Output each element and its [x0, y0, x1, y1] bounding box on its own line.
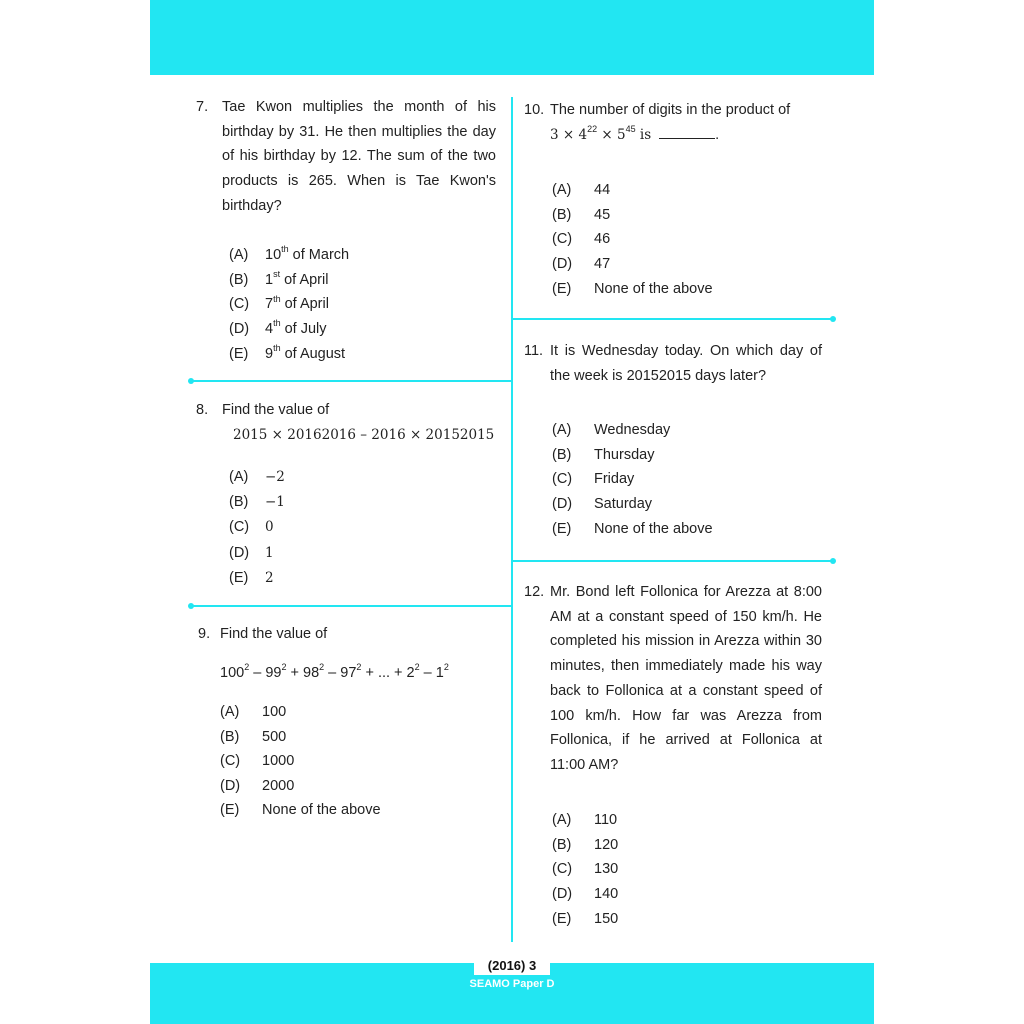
divider-dot [830, 316, 836, 322]
question-stem: It is Wednesday today. On which day of the week is 20152015 days later? [550, 343, 822, 384]
option-label: (A) [552, 422, 572, 438]
option-text: 140 [594, 886, 619, 903]
ordinal-suffix: th [273, 318, 281, 329]
question-11 [524, 339, 822, 388]
exponent: 2 [281, 662, 287, 673]
option-text: None of the above [594, 520, 713, 537]
option-label: (B) [552, 206, 572, 223]
option-label: (B) [229, 271, 249, 288]
option-text: 100 [262, 704, 287, 720]
option-text: 47 [594, 256, 611, 273]
option-label: (A) [552, 182, 572, 198]
exponent: 2 [356, 662, 362, 673]
exponent: 2 [244, 662, 250, 673]
divider-dot [830, 558, 836, 564]
option-text: 4th of July [265, 318, 327, 338]
expression-term: 3 × 4 [550, 127, 588, 143]
question-8 [196, 398, 496, 423]
question-stem: Find the value of [220, 626, 328, 642]
divider-q11-q12 [512, 560, 833, 562]
option-text: Thursday [594, 446, 655, 463]
option-label: (A) [229, 469, 249, 485]
question-10 [524, 98, 822, 123]
option-label: (D) [552, 256, 573, 273]
question-7 [196, 95, 496, 219]
divider-q10-q11 [512, 318, 833, 320]
option-label: (E) [229, 345, 249, 362]
option-label: (D) [552, 496, 573, 513]
option-label: (E) [552, 520, 572, 537]
option-label: (C) [220, 753, 241, 770]
option-label: (C) [552, 471, 573, 488]
option-label: (E) [229, 569, 249, 586]
question-stem: Mr. Bond left Follonica for Arezza at 8:00 AM at a constant speed of 150 km/h. He completed his mission in Arezza within 30 minutes, then immediately made his way back to Follonica at a constant speed of 100 km/h. How far was Arezza from Follonica, if he arrived at Follonica at 11:00 AM? [550, 584, 822, 773]
option-text: Saturday [594, 496, 653, 513]
exponent: 2 [414, 662, 420, 673]
option-label: (C) [552, 231, 573, 248]
option-text: 45 [594, 206, 611, 223]
option-text: 500 [262, 728, 287, 745]
option-label: (D) [229, 321, 250, 338]
option-label: (B) [552, 446, 572, 463]
option-label: (A) [552, 812, 572, 828]
exponent: 2 [319, 662, 325, 673]
option-text: 130 [594, 861, 619, 878]
option-text: 2000 [262, 777, 295, 794]
option-label: (E) [552, 280, 572, 297]
question-number: 8. [196, 402, 209, 418]
paper-label: SEAMO Paper D [469, 978, 555, 990]
option-label: (C) [229, 519, 250, 536]
question-12 [524, 580, 822, 778]
option-text: Wednesday [594, 422, 671, 438]
expression-term: – 97 [324, 665, 357, 681]
option-text: 10th of March [265, 244, 350, 263]
option-text: 2 [265, 569, 274, 586]
option-label: (B) [552, 836, 572, 853]
column-divider [511, 97, 513, 942]
question-9 [198, 622, 498, 647]
question-expression: 2015 × 20162016 – 2016 × 20152015 [233, 427, 495, 443]
option-text: 0 [265, 519, 274, 536]
option-text: 120 [594, 836, 619, 853]
question-stem: Tae Kwon multiplies the month of his birthday by 31. He then multiplies the day of his birthday by 12. The sum of the two products is 265. When is Tae Kwon's birthday? [222, 99, 496, 214]
expression-term: 100 [220, 665, 245, 681]
option-text: 46 [594, 231, 611, 248]
header-band [150, 0, 874, 75]
option-label: (C) [552, 861, 573, 878]
option-text: 1st of April [265, 268, 329, 288]
option-label: (D) [229, 544, 250, 561]
divider-q8-q9 [191, 605, 512, 607]
expression-term: – 1 [419, 665, 444, 681]
option-text: 7th of April [265, 293, 329, 313]
ordinal-suffix: th [281, 244, 289, 255]
ordinal-suffix: th [273, 293, 281, 304]
exponent: 45 [625, 124, 636, 135]
question-number: 12. [524, 584, 545, 600]
option-text: None of the above [262, 802, 381, 819]
option-text: None of the above [594, 280, 713, 297]
option-text: Friday [594, 471, 635, 488]
divider-q7-q8 [191, 380, 512, 382]
question-stem: Find the value of [222, 402, 330, 418]
option-label: (E) [552, 910, 572, 927]
option-text: 1000 [262, 753, 295, 770]
option-label: (C) [229, 296, 250, 313]
exponent: 22 [587, 124, 598, 135]
option-text: 1 [265, 544, 274, 561]
option-label: (A) [229, 247, 249, 263]
option-label: (D) [552, 886, 573, 903]
question-number: 7. [196, 99, 209, 115]
answer-blank [659, 126, 715, 139]
expression-term: – 99 [249, 665, 282, 681]
option-text: −1 [265, 494, 285, 511]
question-number: 10. [524, 102, 545, 118]
exponent: 2 [443, 662, 449, 673]
expression-term: + 98 [286, 665, 320, 681]
question-number: 9. [198, 626, 211, 642]
divider-dot [188, 603, 194, 609]
question-expression [220, 661, 449, 686]
ordinal-suffix: th [273, 342, 281, 353]
ordinal-suffix: st [273, 268, 281, 279]
option-label: (B) [229, 494, 249, 511]
divider-dot [188, 378, 194, 384]
option-label: (B) [220, 728, 240, 745]
option-text: 9th of August [265, 342, 346, 362]
question-expression: $3 \times 4^{22} \times 5^{45}$ is . [550, 124, 720, 143]
option-label: (E) [220, 802, 240, 819]
option-text: 150 [594, 910, 619, 927]
option-text: 110 [594, 812, 618, 828]
expression-term: is [635, 127, 652, 143]
option-text: 44 [594, 182, 611, 198]
option-text: −2 [265, 469, 285, 485]
question-number: 11. [524, 343, 544, 359]
expression-term: × 5 [597, 127, 626, 143]
option-label: (D) [220, 777, 241, 794]
page-number: (2016) 3 [474, 957, 550, 975]
question-stem: The number of digits in the product of [550, 102, 791, 118]
option-label: (A) [220, 704, 240, 720]
expression-term: + ... + 2 [361, 665, 415, 681]
